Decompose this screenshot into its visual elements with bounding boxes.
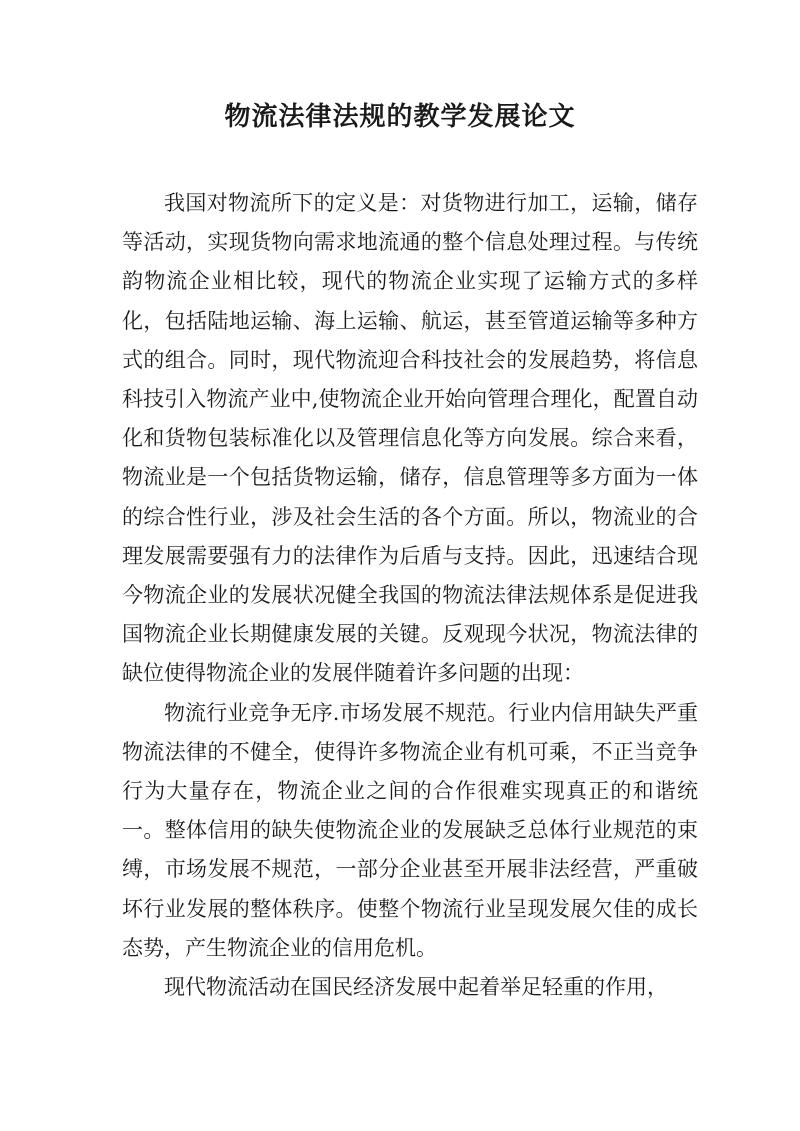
paragraph-2: 物流行业竞争无序.市场发展不规范。行业内信用缺失严重物流法律的不健全，使得许多物流企业有机可乘，不正当竞争行为大量存在，物流企业之间的合作很难实现真正的和谐统一。整体信用的缺失使物流企业的发展缺乏总体行业规范的束缚，市场发展不规范，一部分企业甚至开展非法经营，严重破坏行业发展的整体秩序。使整个物流行业呈现发展欠佳的成长态势，产生物流企业的信用危机。 (122, 700, 698, 960)
document-body (122, 184, 698, 1007)
paragraph-1: 我国对物流所下的定义是：对货物进行加工，运输，储存等活动，实现货物向需求地流通的整个信息处理过程。与传统韵物流企业相比较，现代的物流企业实现了运输方式的多样化，包括陆地运输、海上运输、航运，甚至管道运输等多种方式的组合。同时，现代物流迎合科技社会的发展趋势，将信息科技引入物流产业中,使物流企业开始向管理合理化，配置自动化和货物包装标准化以及管理信息化等方向发展。综合来看，物流业是一个包括货物运输，储存，信息管理等多方面为一体的综合性行业，涉及社会生活的各个方面。所以，物流业的合理发展需要强有力的法律作为后盾与支持。因此，迅速结合现今物流企业的发展状况健全我国的物流法律法规体系是促进我国物流企业长期健康发展的关键。反观现今状况，物流法律的缺位使得物流企业的发展伴随着许多问题的出现： (122, 191, 698, 686)
document-title: 物流法律法规的教学发展论文 (224, 102, 576, 132)
paragraph-3: 现代物流活动在国民经济发展中起着举足轻重的作用， (164, 975, 668, 1000)
